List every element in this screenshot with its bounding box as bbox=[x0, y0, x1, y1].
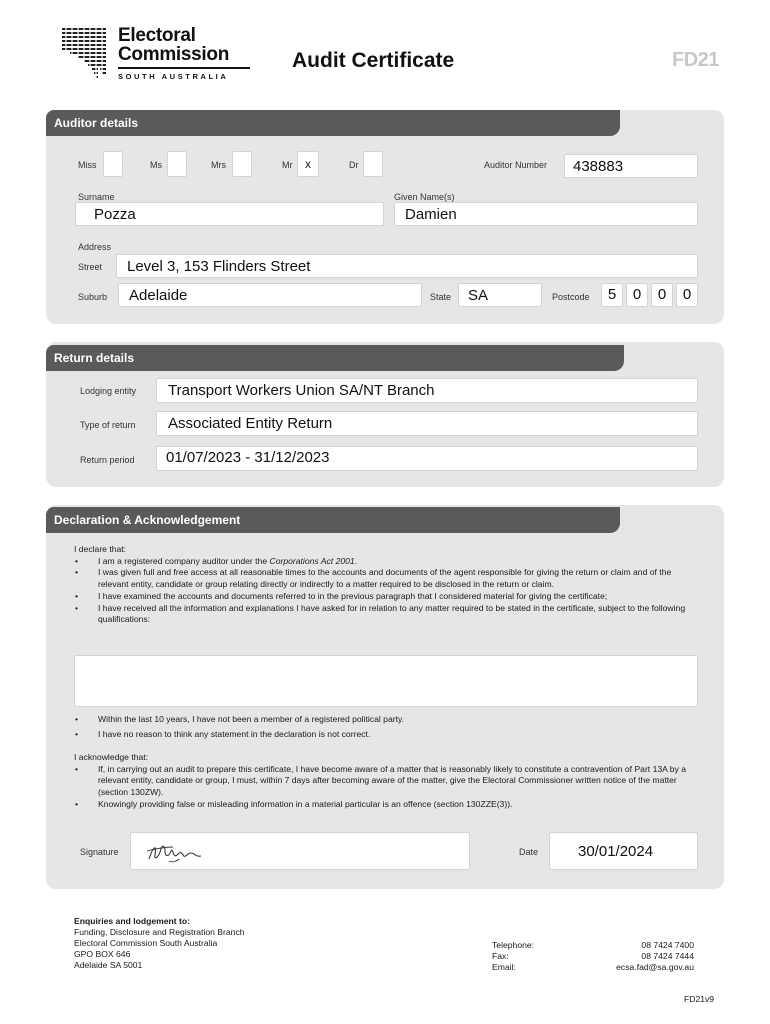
title-label-miss: Miss bbox=[78, 160, 97, 170]
form-code: FD21 bbox=[672, 49, 719, 71]
acknowledgement-block bbox=[74, 752, 698, 811]
signature-image bbox=[143, 837, 223, 867]
telephone-label: Telephone: bbox=[492, 940, 535, 950]
auditor-number-value: 438883 bbox=[573, 158, 624, 175]
enquiries-block bbox=[74, 916, 334, 971]
declaration-item: • I have received all the information and explanations I have asked for in relation to any matter required to be stated in the certificate, subject to the following qualifications: bbox=[74, 603, 698, 626]
address-label: Address bbox=[78, 242, 112, 252]
date-field[interactable] bbox=[549, 832, 698, 870]
section-header: Return details bbox=[46, 345, 624, 371]
postcode-digit-value: 0 bbox=[632, 286, 642, 303]
acknowledgement-item: • Knowingly providing false or misleading information in a material particular is an offence (section 130ZZE(3)). bbox=[74, 799, 698, 811]
postcode-digit-value: 0 bbox=[657, 286, 667, 303]
lodging-entity-label: Lodging entity bbox=[80, 386, 137, 396]
title-checkbox-miss[interactable] bbox=[103, 151, 123, 177]
postcode-digit-3[interactable] bbox=[651, 283, 673, 307]
declaration-item-text: . bbox=[354, 555, 358, 566]
suburb-label: Suburb bbox=[78, 292, 108, 302]
document-title: Audit Certificate bbox=[292, 49, 455, 72]
email-link[interactable]: ecsa.fad@sa.gov.au bbox=[616, 962, 694, 972]
title-label-mr: Mr bbox=[282, 160, 293, 170]
declaration-item: • I have no reason to think any statement in the declaration is not correct. bbox=[74, 729, 698, 741]
state-label: State bbox=[430, 292, 452, 302]
lodging-entity-field[interactable] bbox=[156, 378, 698, 403]
postcode-digit-value: 5 bbox=[607, 286, 617, 303]
acknowledgement-intro: I acknowledge that: bbox=[74, 752, 149, 762]
form-version: FD21v9 bbox=[684, 994, 715, 1004]
auditor-details-section bbox=[46, 110, 724, 324]
signature-label: Signature bbox=[80, 847, 119, 857]
declaration-item-text: I am a registered company auditor under the bbox=[98, 555, 270, 566]
auditor-number-field[interactable] bbox=[564, 154, 698, 178]
return-period-label: Return period bbox=[80, 455, 135, 465]
declaration-item bbox=[74, 556, 698, 568]
date-value: 30/01/2024 bbox=[578, 843, 654, 860]
contact-block bbox=[492, 940, 694, 973]
declaration-membership-block bbox=[74, 714, 698, 740]
title-checkbox-dr[interactable] bbox=[363, 151, 383, 177]
declaration-item: • Within the last 10 years, I have not been a member of a registered political party. bbox=[74, 714, 698, 726]
enquiries-line: Electoral Commission South Australia bbox=[74, 938, 218, 948]
enquiries-line: Adelaide SA 5001 bbox=[74, 960, 143, 970]
postcode-digit-1[interactable] bbox=[601, 283, 623, 307]
declaration-section bbox=[46, 505, 724, 889]
logo-text-line1: Electoral bbox=[118, 25, 196, 46]
street-label: Street bbox=[78, 262, 103, 272]
given-names-field[interactable] bbox=[394, 202, 698, 226]
ecsa-logo bbox=[60, 26, 260, 84]
email-label: Email: bbox=[492, 962, 516, 972]
suburb-value: Adelaide bbox=[129, 287, 188, 304]
declaration-item: • I was given full and free access at all reasonable times to the accounts and documents of the agent responsible for giving the return or claim and of the relevant entity, candidate or group relating directly or indirectly to a matter required to be disclosed in the return or claim. bbox=[74, 567, 698, 590]
logo-text-line3: SOUTH AUSTRALIA bbox=[118, 72, 229, 81]
state-field[interactable] bbox=[458, 283, 542, 307]
section-header: Declaration & Acknowledgement bbox=[46, 507, 620, 533]
title-label-ms: Ms bbox=[150, 160, 162, 170]
telephone-value: 08 7424 7400 bbox=[641, 940, 694, 950]
logo-dot-map-icon bbox=[60, 26, 114, 80]
logo-text-line2: Commission bbox=[118, 44, 230, 65]
enquiries-line: GPO BOX 646 bbox=[74, 949, 131, 959]
postcode-digit-2[interactable] bbox=[626, 283, 648, 307]
title-checkbox-mrs[interactable] bbox=[232, 151, 252, 177]
act-name: Corporations Act 2001 bbox=[269, 555, 355, 566]
postcode-label: Postcode bbox=[552, 292, 590, 302]
fax-value: 08 7424 7444 bbox=[641, 951, 694, 961]
type-of-return-field[interactable] bbox=[156, 411, 698, 436]
type-of-return-value: Associated Entity Return bbox=[168, 415, 333, 432]
declaration-intro-block bbox=[74, 544, 698, 626]
title-label-dr: Dr bbox=[349, 160, 359, 170]
fax-label: Fax: bbox=[492, 951, 509, 961]
type-of-return-label: Type of return bbox=[80, 420, 136, 430]
title-checkbox-ms[interactable] bbox=[167, 151, 187, 177]
street-field[interactable] bbox=[116, 254, 698, 278]
auditor-number-label: Auditor Number bbox=[484, 160, 548, 170]
enquiries-line: Funding, Disclosure and Registration Branch bbox=[74, 927, 245, 937]
acknowledgement-item: • If, in carrying out an audit to prepare this certificate, I have become aware of a matter that is reasonably likely to constitute a contravention of Part 13A by a relevant entity, candidate or group, I must, within 7 days after becoming aware of the matter, give the Electoral Commissioner written notice of the matter (section 130ZW). bbox=[74, 764, 698, 799]
suburb-field[interactable] bbox=[118, 283, 422, 307]
return-details-section bbox=[46, 342, 724, 487]
declaration-item: • I have examined the accounts and documents referred to in the previous paragraph that I considered material for giving the certificate; bbox=[74, 591, 698, 603]
postcode-digit-value: 0 bbox=[682, 286, 692, 303]
postcode-digit-4[interactable] bbox=[676, 283, 698, 307]
signature-field[interactable] bbox=[130, 832, 470, 870]
surname-value: Pozza bbox=[94, 206, 136, 223]
given-names-value: Damien bbox=[405, 206, 457, 223]
state-value: SA bbox=[468, 287, 489, 304]
return-period-value: 01/07/2023 - 31/12/2023 bbox=[166, 449, 330, 466]
street-value: Level 3, 153 Flinders Street bbox=[127, 258, 311, 275]
return-period-field[interactable] bbox=[156, 446, 698, 471]
enquiries-heading: Enquiries and lodgement to: bbox=[74, 916, 191, 926]
declaration-intro: I declare that: bbox=[74, 544, 127, 554]
surname-label: Surname bbox=[78, 192, 115, 202]
section-header: Auditor details bbox=[46, 110, 620, 136]
lodging-entity-value: Transport Workers Union SA/NT Branch bbox=[168, 382, 435, 399]
date-label: Date bbox=[519, 847, 539, 857]
title-checkbox-mr[interactable] bbox=[297, 151, 319, 177]
qualifications-field[interactable] bbox=[74, 655, 698, 707]
given-names-label: Given Name(s) bbox=[394, 192, 455, 202]
title-label-mrs: Mrs bbox=[211, 160, 226, 170]
surname-field[interactable] bbox=[75, 202, 384, 226]
logo-rule bbox=[118, 67, 250, 69]
checkbox-mark: x bbox=[305, 157, 311, 171]
